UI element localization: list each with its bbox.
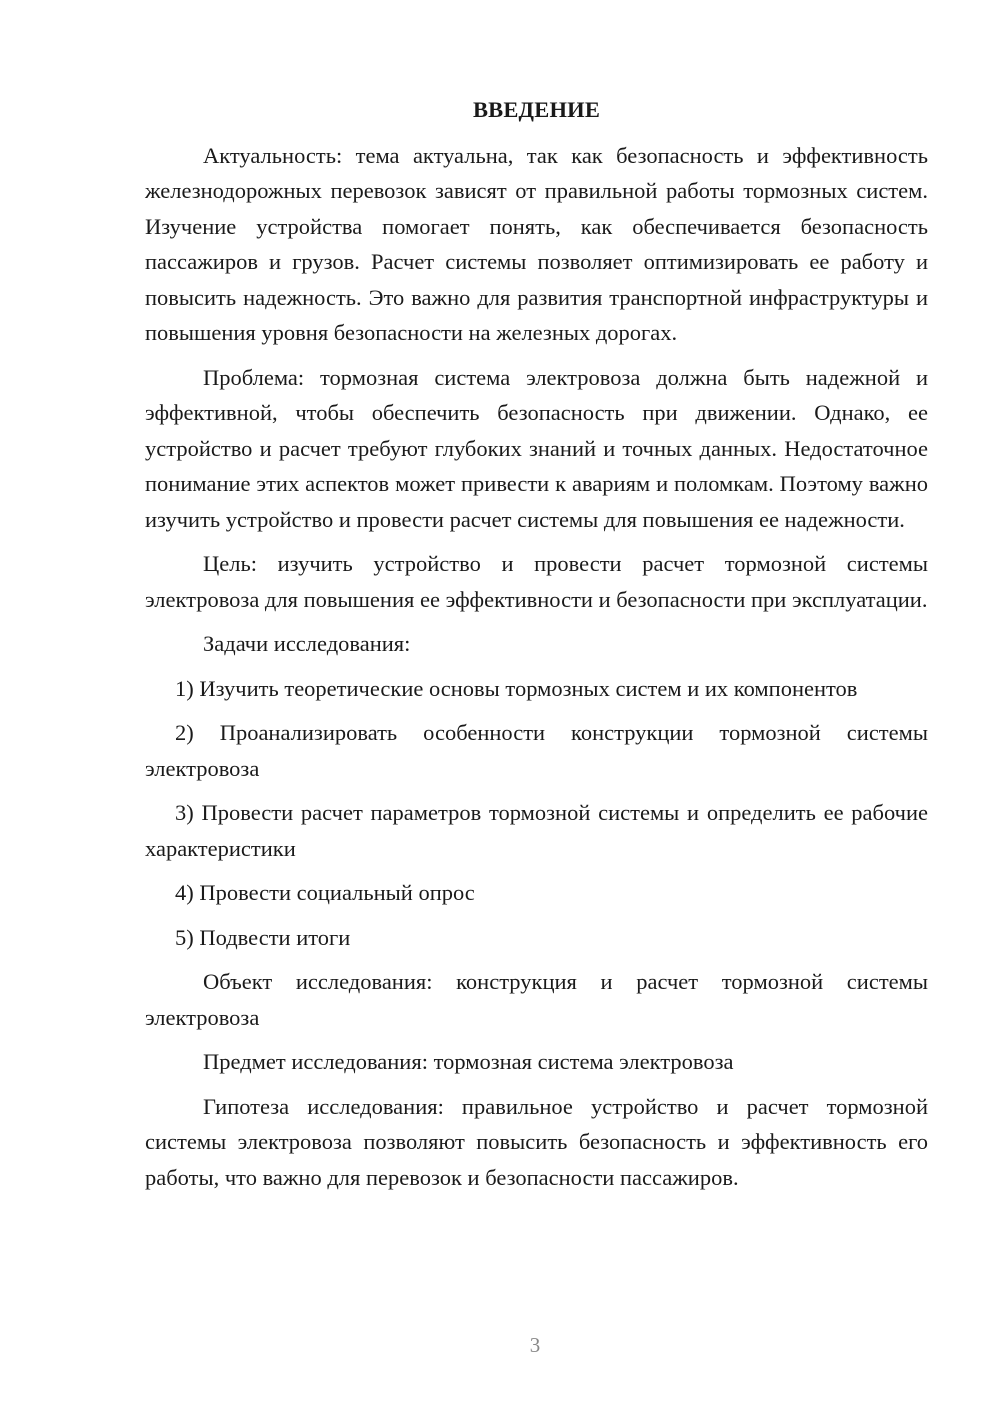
paragraph-object: Объект исследования: конструкция и расчет тормозной системы электровоза: [145, 969, 928, 1030]
document-page: [145, 92, 928, 1204]
paragraph-hypothesis: Гипотеза исследования: правильное устройство и расчет тормозной системы электровоза позволяют повысить безопасность и эффективность его работы, что важно для перевозок и безопасности пассажиров.: [145, 1093, 928, 1190]
task-item: 3) Провести расчет параметров тормозной системы и определить ее рабочие характеристики: [145, 800, 928, 861]
tasks-heading: Задачи исследования:: [203, 631, 411, 656]
task-item: 2) Проанализировать особенности конструкции тормозной системы электровоза: [145, 720, 928, 781]
task-item: 4) Провести социальный опрос: [175, 880, 475, 905]
section-title: ВВЕДЕНИЕ: [472, 97, 601, 122]
paragraph-problem: Проблема: тормозная система электровоза должна быть надежной и эффективной, чтобы обеспечить безопасность при движении. Однако, ее устройство и расчет требуют глубоких знаний и точных данных. Недостаточное понимание этих аспектов может привести к авариям и поломкам. Поэтому важно изучить устройство и провести расчет системы для повышения ее надежности.: [145, 364, 928, 532]
task-item: 1) Изучить теоретические основы тормозных систем и их компонентов: [175, 675, 858, 701]
paragraph-goal: Цель: изучить устройство и провести расчет тормозной системы электровоза для повышения ее эффективности и безопасности при эксплуатации.: [145, 551, 928, 612]
page-number: 3: [529, 1333, 541, 1357]
task-item: 5) Подвести итоги: [175, 924, 351, 950]
paragraph-subject: Предмет исследования: тормозная система электровоза: [203, 1049, 734, 1074]
paragraph-relevance: Актуальность: тема актуальна, так как безопасность и эффективность железнодорожных перевозок зависят от правильной работы тормозных систем. Изучение устройства помогает понять, как обеспечивается безопасность пассажиров и грузов. Расчет системы позволяет оптимизировать ее работу и повысить надежность. Это важно для развития транспортной инфраструктуры и повышения уровня безопасности на железных дорогах.: [145, 142, 928, 345]
